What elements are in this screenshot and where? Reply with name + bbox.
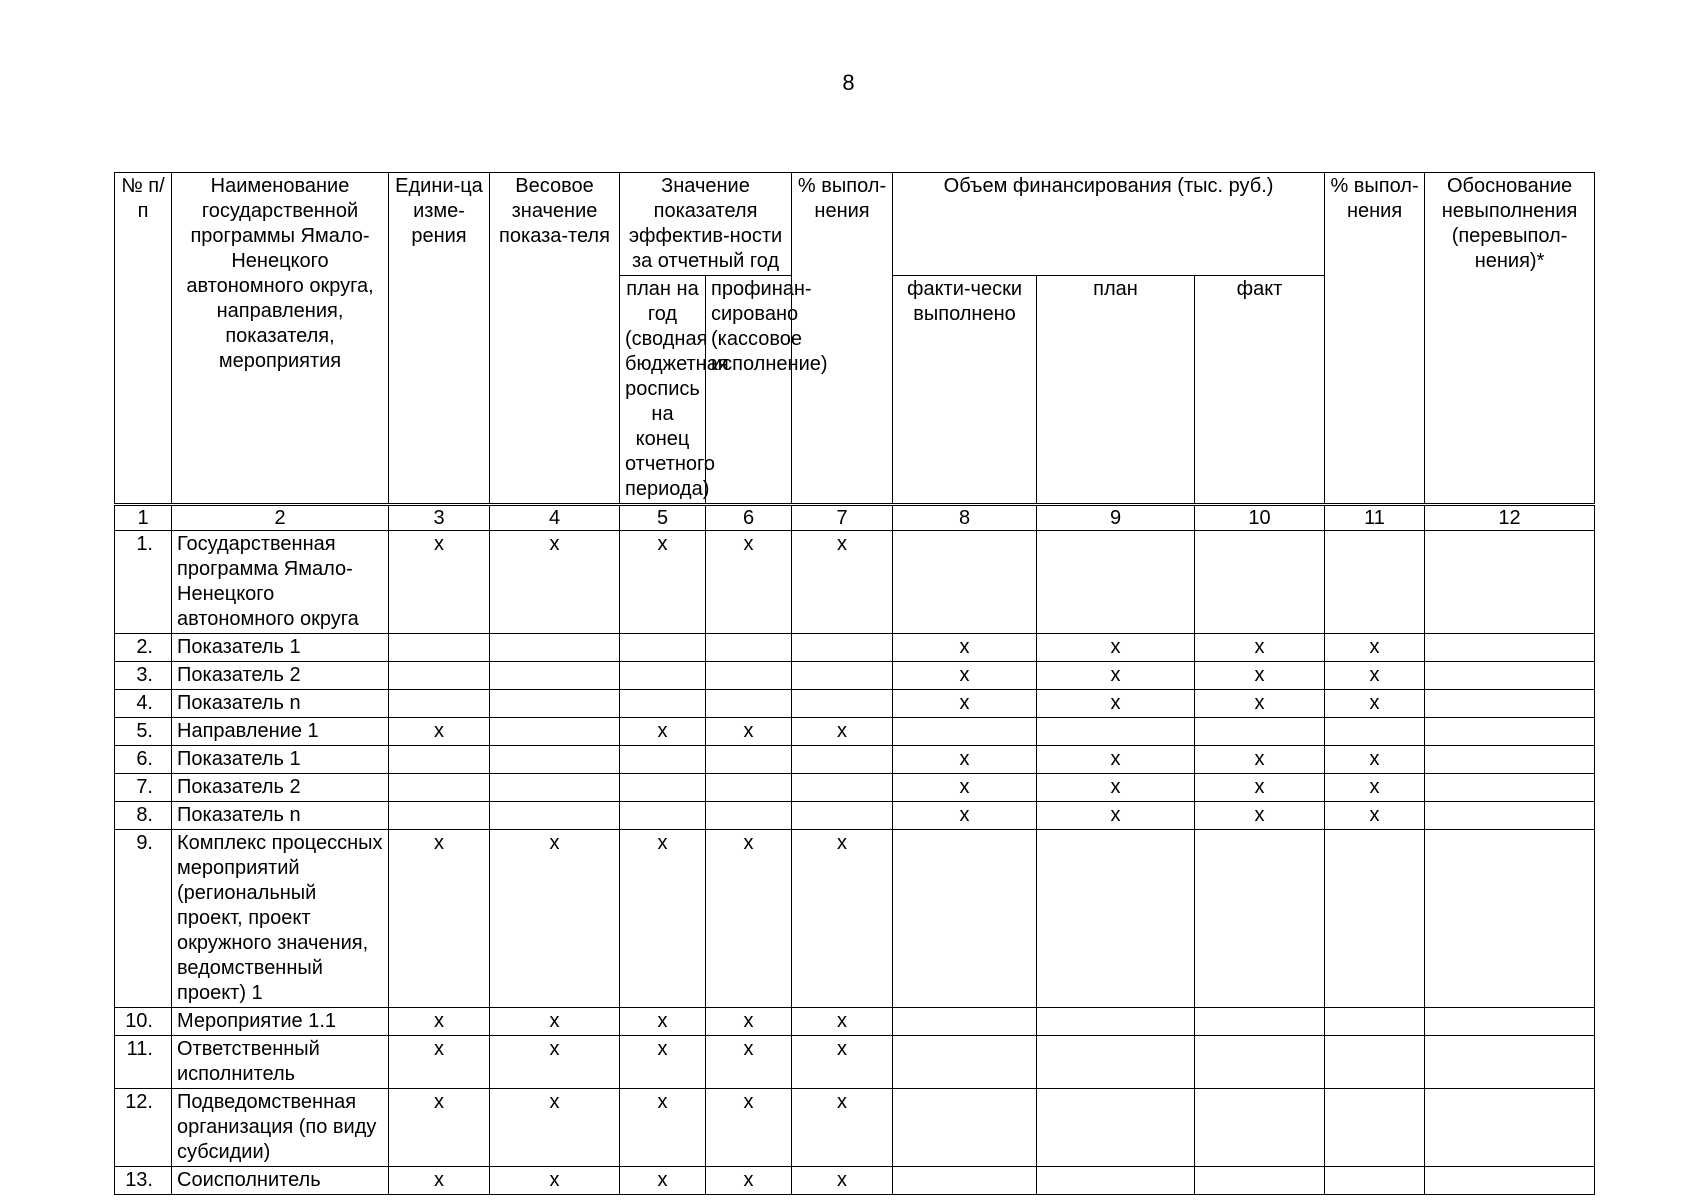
row-cell: [792, 802, 893, 830]
row-cell: x: [792, 1089, 893, 1167]
row-cell: x: [792, 1008, 893, 1036]
column-numbers-row: [115, 505, 1595, 531]
row-cell: x: [490, 1167, 620, 1195]
row-cell: [1037, 830, 1195, 1008]
row-cell: x: [1037, 774, 1195, 802]
row-cell: [1425, 1089, 1595, 1167]
row-cell: x: [706, 1089, 792, 1167]
row-cell: [792, 634, 893, 662]
row-cell: x: [1037, 746, 1195, 774]
row-name: Мероприятие 1.1: [172, 1008, 389, 1036]
row-cell: x: [1037, 802, 1195, 830]
row-cell: [893, 1167, 1037, 1195]
table-row: [115, 1089, 1595, 1167]
row-cell: [1037, 1008, 1195, 1036]
header-fin-financed: профинан-сировано (кассовое исполнение): [706, 276, 792, 505]
row-cell: x: [389, 1089, 490, 1167]
row-name: Показатель 2: [172, 662, 389, 690]
row-cell: [620, 634, 706, 662]
row-number: 12.: [115, 1089, 172, 1167]
row-number: 8.: [115, 802, 172, 830]
row-cell: [490, 746, 620, 774]
row-cell: [490, 774, 620, 802]
row-cell: [893, 1036, 1037, 1089]
row-cell: [1195, 718, 1325, 746]
row-cell: x: [1195, 690, 1325, 718]
row-cell: [1425, 718, 1595, 746]
header-financing: Объем финансирования (тыс. руб.): [893, 173, 1325, 276]
table-row: [115, 634, 1595, 662]
row-number: 10.: [115, 1008, 172, 1036]
column-number-cell: 7: [792, 505, 893, 531]
page-number: 8: [842, 70, 855, 95]
row-cell: x: [792, 531, 893, 634]
row-number: 11.: [115, 1036, 172, 1089]
header-fin-plan: план на год (сводная бюджетная роспись на конец отчетного периода): [620, 276, 706, 505]
row-cell: x: [1195, 802, 1325, 830]
row-cell: x: [490, 830, 620, 1008]
row-cell: [706, 662, 792, 690]
row-number: 3.: [115, 662, 172, 690]
row-cell: [1325, 830, 1425, 1008]
column-number-cell: 11: [1325, 505, 1425, 531]
row-number: 13.: [115, 1167, 172, 1195]
row-cell: x: [389, 1167, 490, 1195]
row-cell: x: [1037, 634, 1195, 662]
row-cell: x: [1325, 690, 1425, 718]
row-cell: [1425, 802, 1595, 830]
row-cell: x: [1325, 662, 1425, 690]
row-cell: x: [490, 1089, 620, 1167]
table-row: [115, 1167, 1595, 1195]
row-cell: [1425, 634, 1595, 662]
row-number: 5.: [115, 718, 172, 746]
row-name: Подведомственная организация (по виду субсидии): [172, 1089, 389, 1167]
row-cell: x: [706, 531, 792, 634]
row-cell: [1195, 1089, 1325, 1167]
row-cell: [893, 531, 1037, 634]
row-cell: [1425, 774, 1595, 802]
row-cell: [1325, 1036, 1425, 1089]
row-cell: x: [1325, 802, 1425, 830]
row-cell: [706, 634, 792, 662]
row-cell: x: [490, 531, 620, 634]
row-cell: x: [706, 1008, 792, 1036]
row-cell: [620, 774, 706, 802]
row-name: Показатель 1: [172, 634, 389, 662]
row-name: Государственная программа Ямало-Ненецкого автономного округа: [172, 531, 389, 634]
row-cell: x: [389, 1008, 490, 1036]
row-cell: x: [1037, 690, 1195, 718]
table-row: [115, 1036, 1595, 1089]
row-cell: [1195, 1167, 1325, 1195]
row-cell: [1195, 1036, 1325, 1089]
row-cell: x: [1325, 774, 1425, 802]
row-cell: x: [706, 718, 792, 746]
table-header: [115, 173, 1595, 505]
row-name: Соисполнитель: [172, 1167, 389, 1195]
row-cell: [620, 802, 706, 830]
row-cell: [620, 746, 706, 774]
row-name: Комплекс процессных мероприятий (региональный проект, проект окружного значения, ведомственный проект) 1: [172, 830, 389, 1008]
row-cell: [1195, 531, 1325, 634]
header-unit: Едини-ца изме-рения: [389, 173, 490, 505]
row-cell: x: [706, 1167, 792, 1195]
row-cell: [389, 802, 490, 830]
row-cell: x: [893, 746, 1037, 774]
table-row: [115, 690, 1595, 718]
row-cell: x: [893, 662, 1037, 690]
row-cell: [893, 718, 1037, 746]
row-cell: [1425, 1008, 1595, 1036]
header-plan: план: [1037, 276, 1195, 505]
row-cell: [1037, 1089, 1195, 1167]
row-cell: [792, 746, 893, 774]
row-number: 7.: [115, 774, 172, 802]
column-number-cell: 9: [1037, 505, 1195, 531]
row-cell: [1425, 531, 1595, 634]
row-name: Показатель n: [172, 802, 389, 830]
row-cell: x: [893, 634, 1037, 662]
table-row: [115, 830, 1595, 1008]
row-cell: [1425, 662, 1595, 690]
row-cell: [1195, 830, 1325, 1008]
column-number-cell: 2: [172, 505, 389, 531]
column-number-cell: 6: [706, 505, 792, 531]
row-number: 4.: [115, 690, 172, 718]
table-row: [115, 1008, 1595, 1036]
column-number-cell: 1: [115, 505, 172, 531]
row-cell: [1195, 1008, 1325, 1036]
row-cell: [490, 690, 620, 718]
column-number-cell: 10: [1195, 505, 1325, 531]
row-name: Направление 1: [172, 718, 389, 746]
program-report-table: [114, 172, 1595, 1195]
row-name: Показатель 2: [172, 774, 389, 802]
header-fact: факт: [1195, 276, 1325, 505]
row-number: 1.: [115, 531, 172, 634]
row-cell: [389, 662, 490, 690]
row-cell: [706, 802, 792, 830]
row-cell: [1325, 531, 1425, 634]
row-cell: x: [792, 1036, 893, 1089]
row-cell: [620, 662, 706, 690]
row-cell: [1037, 1036, 1195, 1089]
row-cell: x: [620, 718, 706, 746]
row-cell: x: [1195, 774, 1325, 802]
row-cell: x: [620, 1008, 706, 1036]
table-row: [115, 774, 1595, 802]
row-cell: [1425, 830, 1595, 1008]
row-cell: x: [1325, 746, 1425, 774]
row-cell: [620, 690, 706, 718]
table-body: [115, 531, 1595, 1195]
row-number: 2.: [115, 634, 172, 662]
column-number-cell: 12: [1425, 505, 1595, 531]
row-cell: [706, 690, 792, 718]
row-cell: [1425, 1036, 1595, 1089]
row-cell: x: [389, 1036, 490, 1089]
row-cell: [490, 634, 620, 662]
row-cell: x: [620, 1036, 706, 1089]
row-cell: [893, 1008, 1037, 1036]
row-cell: [490, 718, 620, 746]
table-row: [115, 746, 1595, 774]
header-name: Наименование государственной программы Ямало-Ненецкого автономного округа, направления, показателя, мероприятия: [172, 173, 389, 505]
row-cell: [1425, 746, 1595, 774]
row-cell: x: [706, 830, 792, 1008]
row-cell: [792, 662, 893, 690]
row-cell: x: [1195, 746, 1325, 774]
column-number-cell: 4: [490, 505, 620, 531]
header-justification: Обоснование невыполнения (перевыпол-нения)*: [1425, 173, 1595, 505]
row-cell: [893, 830, 1037, 1008]
row-cell: [1037, 531, 1195, 634]
row-cell: [1325, 1008, 1425, 1036]
row-cell: [706, 746, 792, 774]
table-row: [115, 662, 1595, 690]
column-number-cell: 5: [620, 505, 706, 531]
row-cell: [1425, 690, 1595, 718]
row-cell: x: [792, 1167, 893, 1195]
row-cell: [490, 802, 620, 830]
row-number: 9.: [115, 830, 172, 1008]
column-number-cell: 3: [389, 505, 490, 531]
row-cell: x: [490, 1008, 620, 1036]
row-cell: x: [490, 1036, 620, 1089]
header-indicator-value: Значение показателя эффектив-ности за отчетный год: [620, 173, 792, 276]
row-cell: [490, 662, 620, 690]
row-cell: [1325, 1089, 1425, 1167]
row-cell: x: [620, 1089, 706, 1167]
header-num: № п/п: [115, 173, 172, 505]
row-cell: [792, 690, 893, 718]
table-row: [115, 802, 1595, 830]
row-cell: x: [792, 830, 893, 1008]
row-name: Показатель n: [172, 690, 389, 718]
row-cell: x: [706, 1036, 792, 1089]
row-cell: [1325, 718, 1425, 746]
row-cell: x: [1195, 662, 1325, 690]
row-cell: x: [389, 531, 490, 634]
row-cell: x: [1325, 634, 1425, 662]
row-cell: x: [620, 531, 706, 634]
table-row: [115, 718, 1595, 746]
row-cell: x: [389, 718, 490, 746]
row-cell: x: [893, 774, 1037, 802]
row-cell: x: [389, 830, 490, 1008]
row-cell: x: [792, 718, 893, 746]
row-cell: [389, 690, 490, 718]
table-row: [115, 531, 1595, 634]
row-name: Ответственный исполнитель: [172, 1036, 389, 1089]
header-fin-percent: % выпол-нения: [1325, 173, 1425, 505]
row-cell: [389, 746, 490, 774]
row-cell: [706, 774, 792, 802]
header-percent: % выпол-нения: [792, 173, 893, 505]
row-cell: x: [620, 1167, 706, 1195]
header-fin-actual: факти-чески выполнено: [893, 276, 1037, 505]
row-cell: [389, 634, 490, 662]
header-weight: Весовое значение показа-теля: [490, 173, 620, 505]
row-cell: [1425, 1167, 1595, 1195]
row-name: Показатель 1: [172, 746, 389, 774]
row-cell: [1325, 1167, 1425, 1195]
row-cell: [1037, 1167, 1195, 1195]
row-cell: [893, 1089, 1037, 1167]
row-cell: x: [893, 802, 1037, 830]
column-number-cell: 8: [893, 505, 1037, 531]
row-cell: x: [893, 690, 1037, 718]
row-cell: x: [1195, 634, 1325, 662]
row-number: 6.: [115, 746, 172, 774]
row-cell: [389, 774, 490, 802]
row-cell: x: [620, 830, 706, 1008]
row-cell: [1037, 718, 1195, 746]
row-cell: x: [1037, 662, 1195, 690]
row-cell: [792, 774, 893, 802]
